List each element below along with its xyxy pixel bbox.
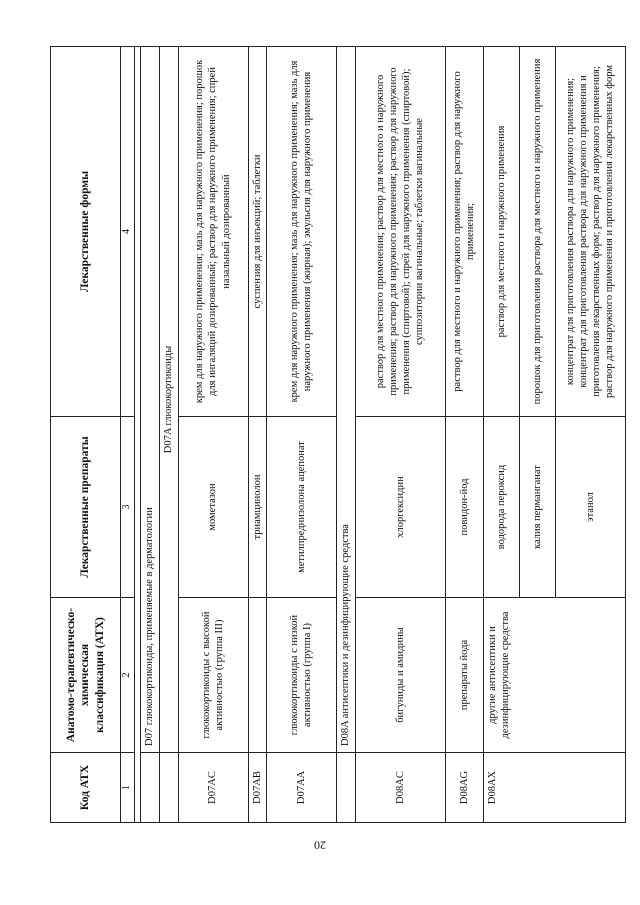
table-row: [248, 47, 266, 823]
drug-table: [50, 46, 626, 823]
atc-code: D08AX: [483, 753, 625, 823]
section-row-d08a: [336, 47, 355, 823]
table-row: [266, 47, 336, 823]
drug-forms: порошок для приготовления раствора для местного и наружного применения: [519, 47, 555, 417]
drug-forms: суспензия для инъекций; таблетки: [248, 47, 266, 417]
atc-group: препараты йода: [445, 598, 483, 753]
table-row: [355, 47, 445, 823]
rotated-page: [50, 47, 616, 857]
header-code: Код АТХ: [51, 753, 121, 823]
drug-forms: концентрат для приготовления раствора для наружного применения; концентрат для приготовления раствора для наружного применения и приготовления лекарственных форм; раствор для наружного применения; раствор для наружного применения и приготовления лекарственных форм: [555, 47, 625, 417]
header-forms: Лекарственные формы: [51, 47, 121, 417]
col-num-4: 4: [121, 47, 135, 417]
subsection-title-d07a: D07A глюкокортикоиды: [159, 47, 178, 753]
atc-code: D07AB: [248, 753, 266, 823]
drug-name: метилпреднизолона ацепонат: [266, 417, 336, 598]
atc-group: глюкокортикоиды с высокой активностью (группа III): [178, 598, 248, 753]
section-title-d07: D07 глюкокортикоиды, применяемые в дерматологии: [140, 47, 159, 753]
drug-name: этанол: [555, 417, 625, 598]
atc-group: глюкокортикоиды с низкой активностью (группа I): [266, 598, 336, 753]
section-title-d08a: D08A антисептики и дезинфицирующие средства: [336, 47, 355, 753]
drug-forms: крем для наружного применения; мазь для наружного применения; порошок для ингаляций дозированный; раствор для наружного применения; спрей назальный дозированный: [178, 47, 248, 417]
header-row: [51, 47, 121, 823]
header-drug: Лекарственные препараты: [51, 417, 121, 598]
atc-group: бигуниды и амидины: [355, 598, 445, 753]
col-num-1: 1: [121, 753, 135, 823]
drug-name: водорода пероксид: [483, 417, 519, 598]
atc-code: D08AC: [355, 753, 445, 823]
col-num-3: 3: [121, 417, 135, 598]
atc-group: другие антисептики и дезинфицирующие средства: [483, 598, 625, 753]
column-number-row: [121, 47, 135, 823]
atc-code: D08AG: [445, 753, 483, 823]
drug-forms: раствор для местного применения; раствор для местного и наружного применения; раствор для наружного применения; раствор для наружного применения (спиртовой); спрей для наружного применения (спиртовой); суппозитории вагинальные; таблетки вагинальные: [355, 47, 445, 417]
table-row: [445, 47, 483, 823]
table-row: [178, 47, 248, 823]
drug-name: мометазон: [178, 417, 248, 598]
drug-name: калия перманганат: [519, 417, 555, 598]
atc-code: D07AC: [178, 753, 248, 823]
atc-code: D07AA: [266, 753, 336, 823]
header-atc: Анатомо-терапевтическо-химическая классификация (АТХ): [51, 598, 121, 753]
drug-forms: раствор для местного и наружного применения: [483, 47, 519, 417]
drug-forms: раствор для местного и наружного применения; раствор для наружного применения;: [445, 47, 483, 417]
table-row: [483, 47, 519, 823]
drug-forms: крем для наружного применения; мазь для наружного применения; мазь для наружного применения (жирная); эмульсия для наружного применения: [266, 47, 336, 417]
page-number: 20: [314, 838, 326, 853]
atc-group: [248, 598, 266, 753]
col-num-2: 2: [121, 598, 135, 753]
drug-name: триамцинолон: [248, 417, 266, 598]
drug-name: повидон-йод: [445, 417, 483, 598]
section-row-d07: [140, 47, 159, 823]
drug-name: хлоргексидин: [355, 417, 445, 598]
subsection-row-d07a: [159, 47, 178, 823]
